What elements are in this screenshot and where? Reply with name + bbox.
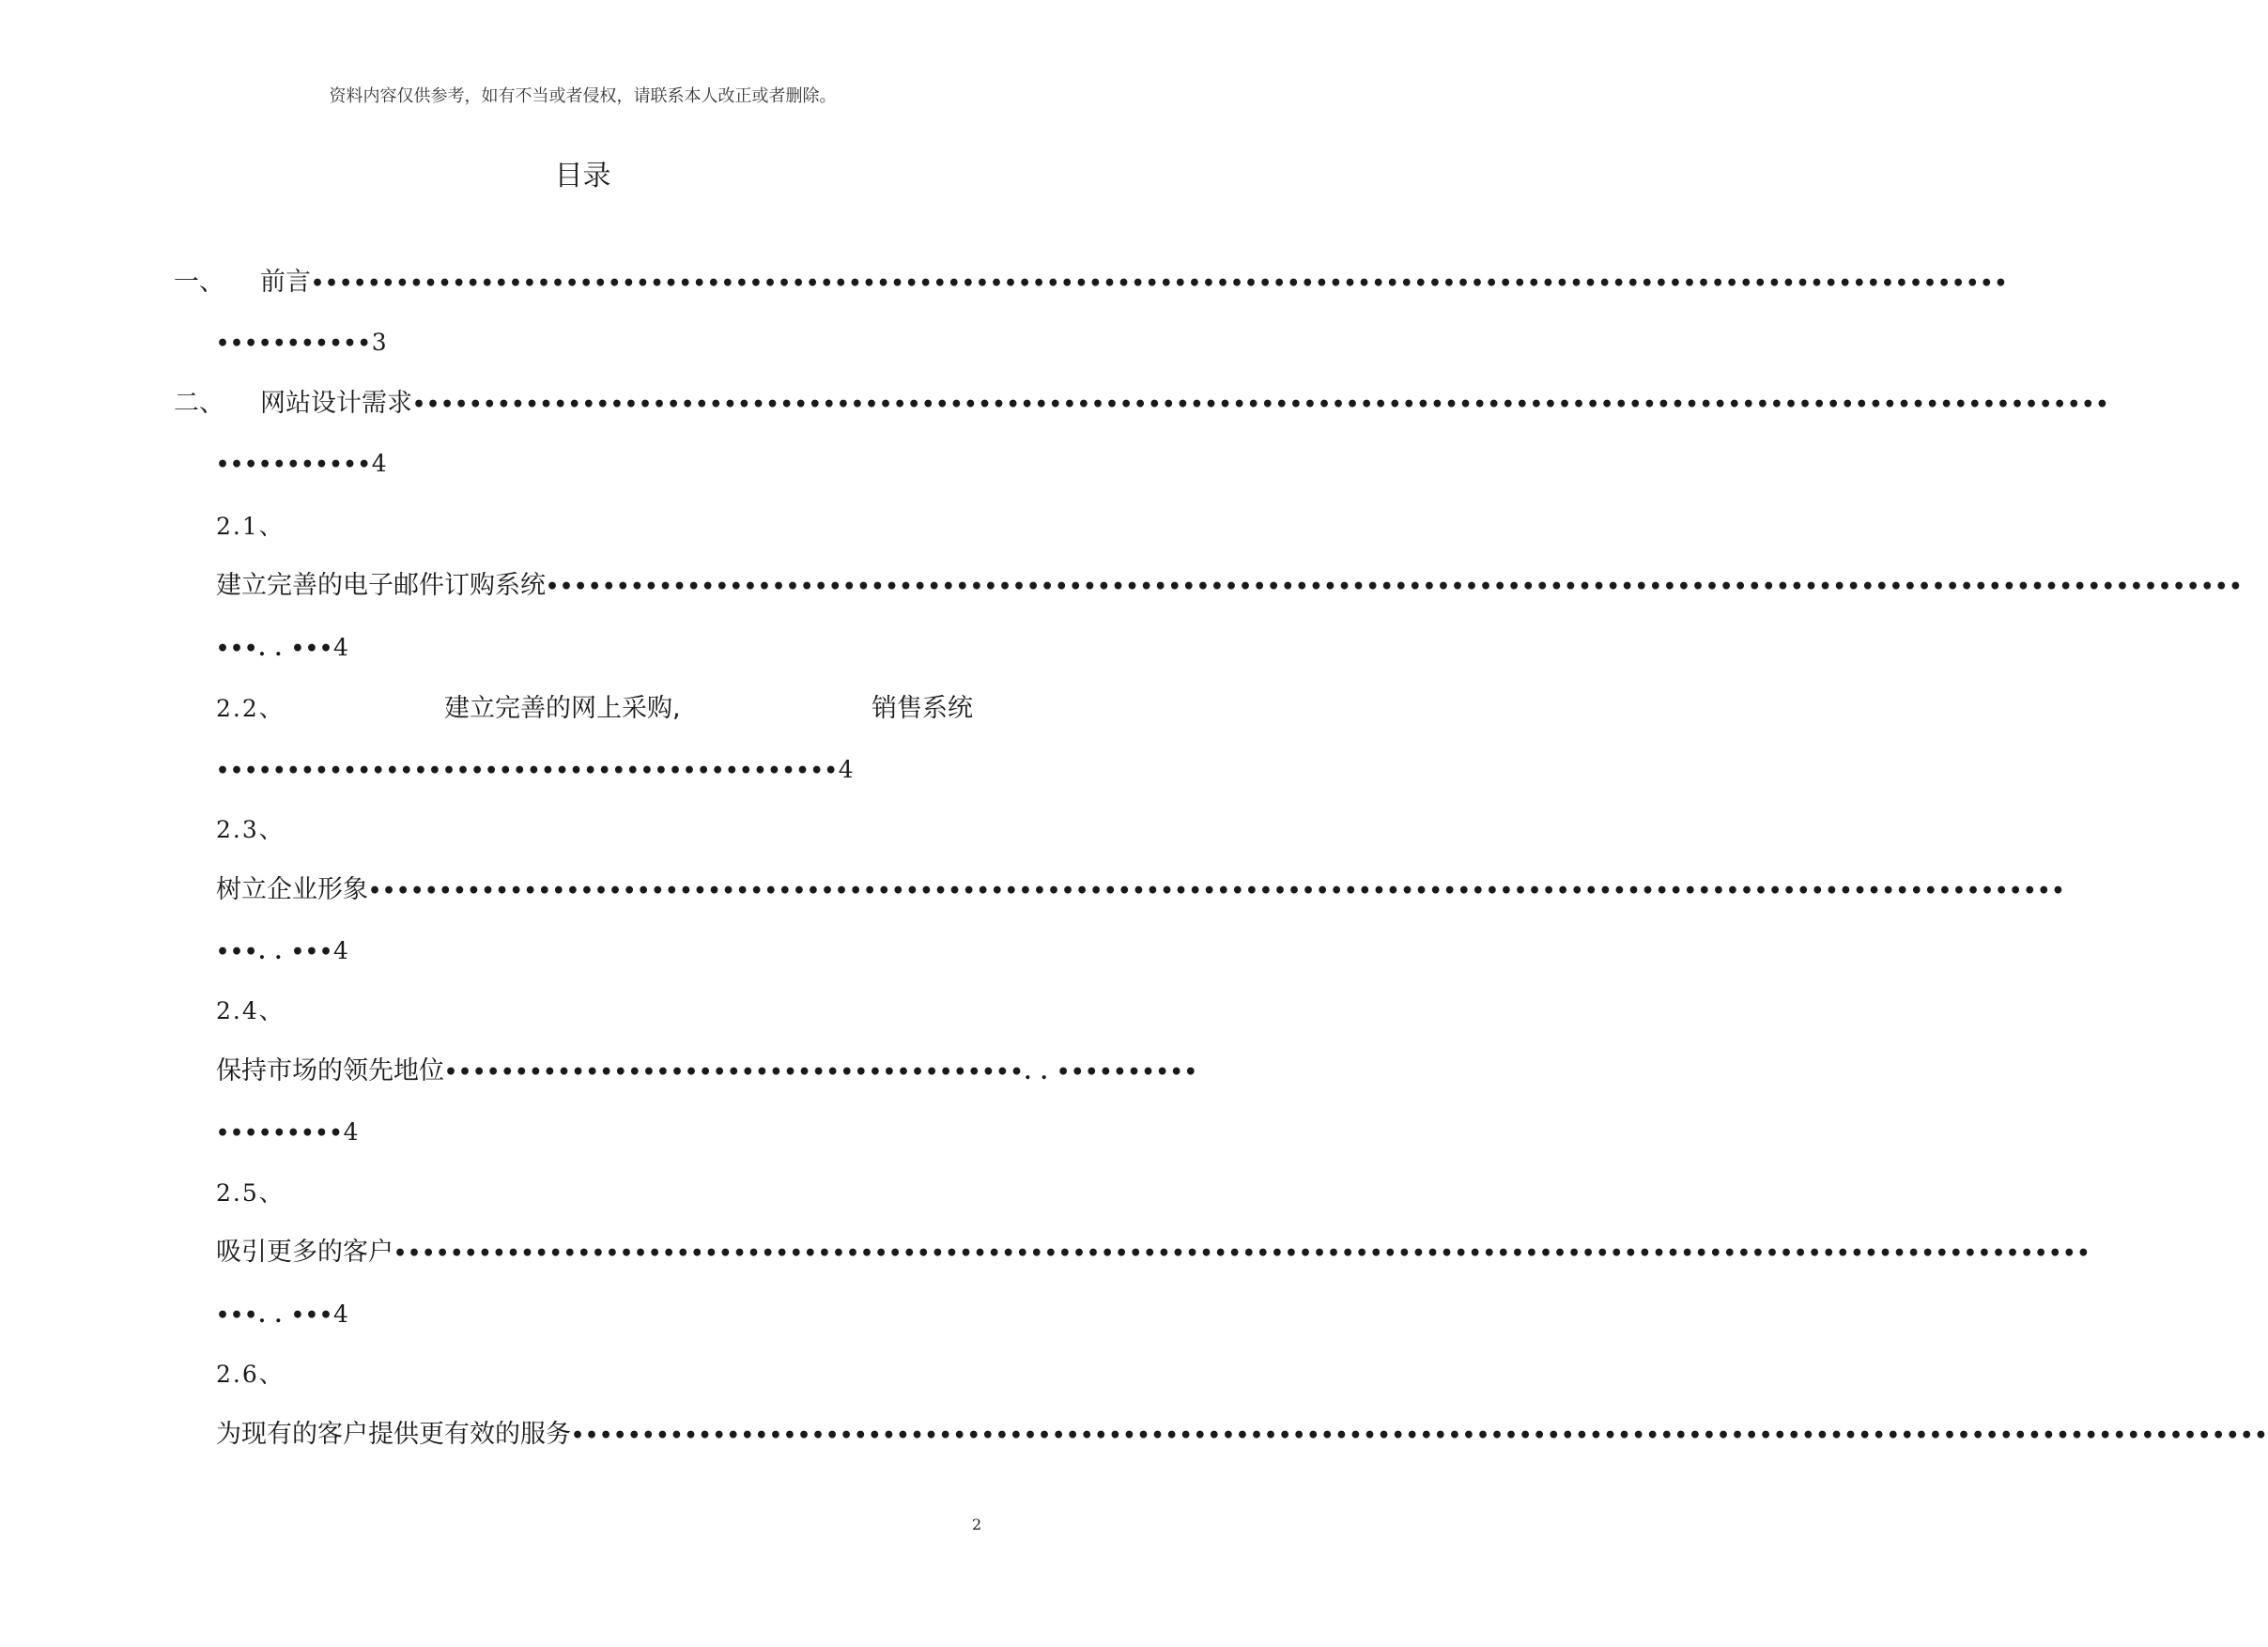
toc-page-ref: 4 — [333, 937, 348, 964]
toc-entry-title: 前言 — [260, 268, 311, 297]
toc-entry-marker: 二、 — [174, 389, 224, 418]
toc-page-ref: 4 — [333, 1301, 348, 1328]
toc-entry-title: 网站设计需求 — [260, 389, 412, 418]
dot-leader: •••. . ••• — [216, 637, 334, 661]
dot-leader: •••••••••••••••••••••••••••••••••••••••••••••••••••••••••••••••••••••••••••••••••••••••••••••••••••••••••••••••••••••••• — [571, 1424, 2268, 1448]
dot-leader: ••••••••••• — [216, 453, 372, 477]
toc-subentry-online-sales-cont — [216, 753, 854, 787]
toc-page-ref: 4 — [343, 1118, 359, 1146]
dot-leader: •••••••••••••••••••••••••••••••••••••••••••••••••••••••••••••••••••••••••••••••••••••••••••••••••••••••••••••••••••••••• — [311, 271, 2009, 296]
toc-page-ref: 4 — [333, 634, 348, 661]
toc-page-ref: 4 — [838, 756, 854, 783]
toc-subentry-number: 2.2、 — [216, 695, 285, 722]
toc-subentry-better-service[interactable] — [216, 1419, 2268, 1452]
toc-entry-title: 吸引更多的客户 — [216, 1238, 393, 1267]
toc-subentry-number: 2.5、 — [216, 1179, 285, 1207]
toc-page-ref: 3 — [371, 329, 387, 356]
dot-leader: •••••••••••••••••••••••••••••••••••••••••••••••••••••••••••••••••••••••••••••••••••••••••••••••••••••••••••••••••••••••• — [546, 575, 2244, 599]
toc-entry-requirements[interactable] — [174, 388, 2110, 421]
dot-leader: •••••••••••••••••••••••••••••••••••••••••••• — [216, 759, 839, 783]
toc-subentry-number: 2.6、 — [216, 1361, 285, 1388]
toc-subentry-email-ordering[interactable] — [216, 570, 2244, 603]
toc-entry-requirements-cont — [216, 447, 387, 481]
toc-subentry-market-lead-cont — [216, 1116, 358, 1149]
toc-subentry-number: 2.4、 — [216, 997, 285, 1024]
toc-entry-title: 树立企业形象 — [216, 875, 368, 904]
toc-entry-preface-cont — [216, 326, 387, 360]
dot-leader: •••••••••••••••••••••••••••••••••••••••••••••••••••••••••••••••••••••••••••••••••••••••••••••••••••••••••••••••••••••••• — [368, 879, 2066, 903]
dot-leader: •••. . ••• — [216, 1303, 334, 1328]
toc-subentry-more-customers[interactable] — [216, 1237, 2091, 1270]
toc-subentry-corporate-image[interactable] — [216, 874, 2066, 907]
toc-page-ref: 4 — [371, 450, 387, 477]
toc-subentry-corporate-image-cont — [216, 934, 348, 968]
toc-subentry-email-ordering-cont — [216, 631, 348, 665]
dot-leader: ••••••••••• — [216, 331, 372, 356]
toc-entry-title: 建立完善的电子邮件订购系统 — [216, 571, 546, 600]
dot-leader: ••••••••• — [216, 1121, 344, 1146]
toc-subentry-title-part[interactable]: 销售系统 — [872, 694, 973, 723]
toc-entry-preface[interactable] — [174, 267, 2009, 300]
dot-leader: •••. . ••• — [216, 940, 334, 964]
toc-subentry-market-lead[interactable] — [216, 1055, 1198, 1088]
toc-title: 目录 — [554, 160, 611, 192]
toc-subentry-more-customers-cont — [216, 1298, 348, 1331]
toc-entry-marker: 一、 — [174, 268, 224, 297]
dot-leader: . . — [1024, 1060, 1057, 1085]
toc-subentry-number: 2.1、 — [216, 513, 285, 540]
dot-leader: •••••••••••••••••••••••••••••••••••••••••••••••••••••••••••••••••••••••••••••••••••••••••••••••••••••••••••••••••••••••• — [412, 393, 2110, 417]
toc-subentry-title-part[interactable]: 建立完善的网上采购, — [444, 694, 681, 723]
dot-leader: •••••••••• — [1057, 1060, 1198, 1085]
dot-leader: •••••••••••••••••••••••••••••••••••••••••••••••••••••••••••••••••••••••••••••••••••••••••••••••••••••••••••••••••••••••• — [393, 1241, 2091, 1266]
toc-entry-title: 保持市场的领先地位 — [216, 1056, 444, 1085]
toc-entry-title: 为现有的客户提供更有效的服务 — [216, 1420, 571, 1449]
page-number: 2 — [972, 1516, 982, 1533]
toc-subentry-number: 2.3、 — [216, 816, 285, 843]
dot-leader: ••••••••••••••••••••••••••••••••••••••••• — [444, 1060, 1025, 1085]
header-disclaimer: 资料内容仅供参考，如有不当或者侵权，请联系本人改正或者删除。 — [329, 86, 837, 106]
